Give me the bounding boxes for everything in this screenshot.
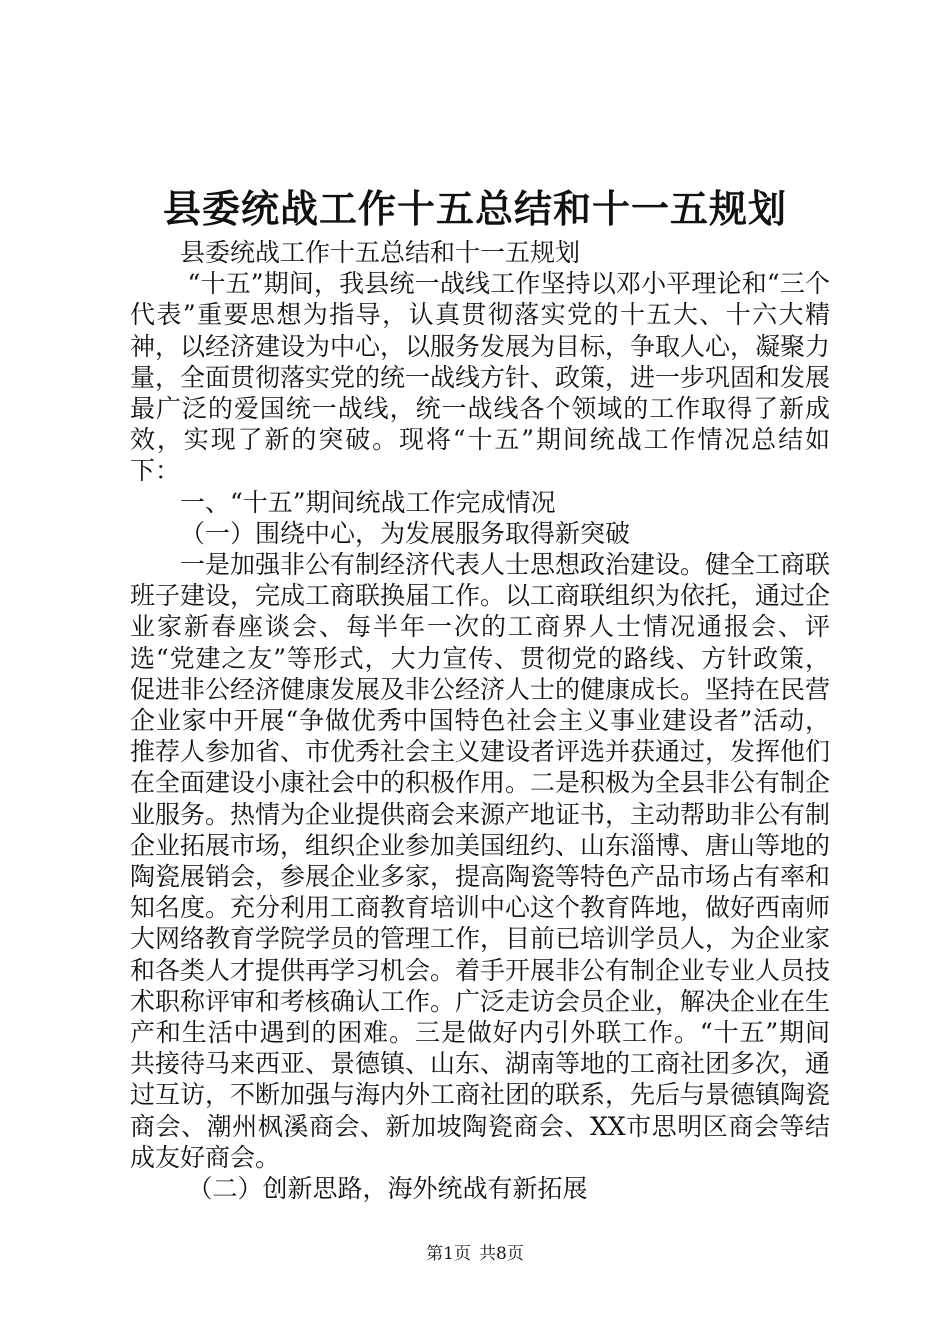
paragraph-subtitle: 县委统战工作十五总结和十一五规划	[180, 238, 581, 267]
document-body	[130, 237, 830, 1204]
section-heading-1: 一、“十五”期间统战工作完成情况	[180, 487, 556, 517]
page-footer	[0, 1243, 950, 1265]
page-number-total: 共8页	[479, 1244, 524, 1264]
subsection-heading-2: （二）创新思路，海外统战有新拓展	[187, 1174, 588, 1204]
paragraph-body-1: 一是加强非公有制经济代表人士思想政治建设。健全工商联班子建设，完成工商联换届工作。以工商联组织为依托，通过企业家新春座谈会、每半年一次的工商界人士情况通报会、评选“党建之友”等形式，大力宣传、贯彻党的路线、方针政策，促进非公经济健康发展及非公经济人士的健康成长。坚持在民营企业家中开展“争做优秀中国特色社会主义事业建设者”活动，推荐人参加省、市优秀社会主义建设者评选并获通过，发挥他们在全面建设小康社会中的积极作用。二是积极为全县非公有制企业服务。热情为企业提供商会来源产地证书，主动帮助非公有制企业拓展市场，组织企业参加美国纽约、山东淄博、唐山等地的陶瓷展销会，参展企业多家，提高陶瓷等特色产品市场占有率和知名度。充分利用工商教育培训中心这个教育阵地，做好西南师大网络教育学院学员的管理工作，目前已培训学员人，为企业家和各类人才提供再学习机会。着手开展非公有制企业专业人员技术职称评审和考核确认工作。广泛走访会员企业，解决企业在生产和生活中遇到的困难。三是做好内引外联工作。“十五”期间共接待马来西亚、景德镇、山东、湖南等地的工商社团多次，通过互访，不断加强与海内外工商社团的联系，先后与景德镇陶瓷商会、潮州枫溪商会、新加坡陶瓷商会、XX市思明区商会等结成友好商会。	[130, 550, 831, 1172]
paragraph-intro: “十五”期间，我县统一战线工作坚持以邓小平理论和“三个代表”重要思想为指导，认真贯彻落实党的十五大、十六大精神，以经济建设为中心，以服务发展为目标，争取人心，凝聚力量，全面贯彻落实党的统一战线方针、政策，进一步巩固和发展最广泛的爱国统一战线，统一战线各个领域的工作取得了新成效，实现了新的突破。现将“十五”期间统战工作情况总结如下：	[130, 269, 831, 486]
subsection-heading-1: （一）围绕中心，为发展服务取得新突破	[180, 518, 631, 548]
page-number-current: 第1页	[426, 1244, 471, 1264]
document-title: 县委统战工作十五总结和十一五规划	[162, 186, 787, 231]
